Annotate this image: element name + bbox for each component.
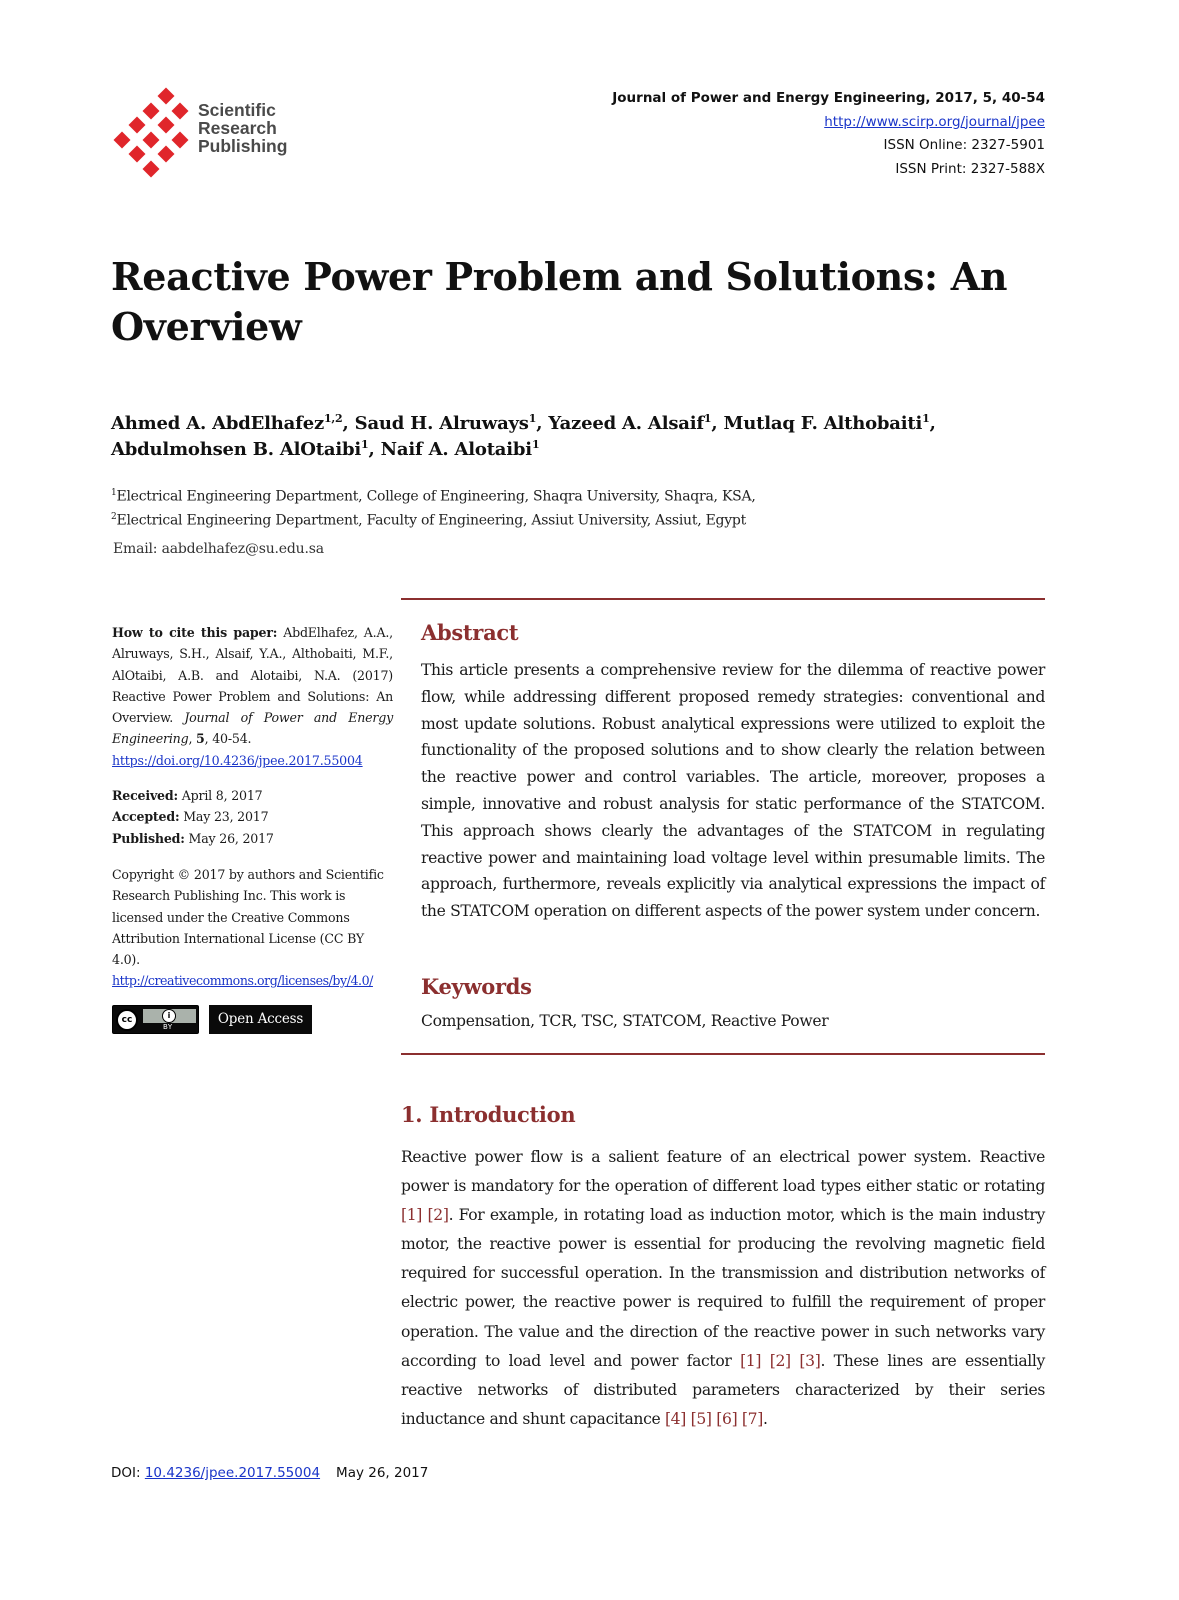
citation-ref[interactable]: [7]: [741, 1409, 763, 1428]
affiliation: $^2$Electrical Engineering Department, Faculty of Engineering, Assiut University, Assiut, Egypt: [111, 512, 747, 529]
logo-diamond: [157, 146, 174, 163]
keywords-text: Compensation, TCR, TSC, STATCOM, Reactive Power: [421, 1012, 829, 1030]
footer-date: May 26, 2017: [336, 1465, 429, 1481]
author-name: Saud H. Alruways$^1$,: [354, 412, 549, 434]
corresponding-email: Email: aabdelhafez@su.edu.sa: [113, 541, 324, 557]
citation-ref[interactable]: [5]: [690, 1409, 712, 1428]
affiliation: $^1$Electrical Engineering Department, College of Engineering, Shaqra University, Shaqra, KSA,: [111, 488, 756, 505]
paper-title: Reactive Power Problem and Solutions: An Overview: [111, 254, 1008, 349]
citation-ref[interactable]: [1]: [401, 1206, 423, 1225]
journal-url-link[interactable]: http://www.scirp.org/journal/jpee: [824, 113, 1045, 130]
citation-ref[interactable]: [1]: [740, 1351, 762, 1370]
journal-info: [612, 87, 1045, 181]
author-list: [111, 411, 1061, 463]
abstract-text: This article presents a comprehensive review for the dilemma of reactive power flow, while addressing different proposed remedy strategies: conventional and most update solutions. Robust analytical expressions were utilized to exploit the functionality of the proposed solutions and to show clearly the relation between the reactive power and control variables. The article, moreover, proposes a simple, innovative and robust analysis for static performance of the STATCOM. This approach shows clearly the advantages of the STATCOM in regulating reactive power and maintaining load voltage level within presumable limits. The approach, furthermore, reveals explicitly via analytical expressions the impact of the STATCOM operation on different aspects of the power system under concern.: [421, 661, 1045, 921]
logo-diamond: [172, 131, 189, 148]
keywords-heading: Keywords: [421, 974, 532, 999]
logo-diamond: [128, 146, 145, 163]
publisher-logo: [112, 86, 302, 172]
introduction-text: Reactive power flow is a salient feature of an electrical power system. Reactive power is mandatory for the operation of different load types either static or rotating [1] [2]. For example, in rotating load as induction motor, which is the main industry motor, the reactive power is essential for producing the revolving magnetic field required for successful operation. In the transmission and distribution networks of electric power, the reactive power is required to fulfill the requirement of proper operation. The value and the direction of the reactive power in such networks vary according to load level and power factor [1] [2] [3]. These lines are essentially reactive networks of distributed parameters characterized by their series inductance and shunt capacitance [4] [5] [6] [7].: [401, 1148, 1046, 1428]
abstract-heading: Abstract: [421, 620, 519, 645]
by-label: BY: [163, 1023, 173, 1031]
logo-diamond: [143, 160, 160, 177]
citation-ref[interactable]: [6]: [716, 1409, 738, 1428]
citation-ref[interactable]: [4]: [664, 1409, 686, 1428]
scirp-diamond-icon: [112, 86, 198, 172]
citation-ref[interactable]: [3]: [799, 1351, 821, 1370]
logo-diamond: [157, 117, 174, 134]
author-name: Yazeed A. Alsaif$^1$,: [548, 412, 724, 434]
author-name: Abdulmohsen B. AlOtaibi$^1$,: [111, 438, 381, 460]
doi-link[interactable]: https://doi.org/10.4236/jpee.2017.55004: [112, 752, 363, 768]
copyright-notice: Copyright © 2017 by authors and Scientific Research Publishing Inc. This work is licensed under the Creative Commons Attribution International License (CC BY 4.0). http://creativecommons.org/licenses/by/4.0/: [112, 866, 384, 989]
citation-ref[interactable]: [2]: [769, 1351, 791, 1370]
journal-name: Journal of Power and Energy Engineering, 2017, 5, 40-54: [612, 90, 1045, 106]
sidebar-info: [112, 622, 393, 992]
license-badges: [112, 1005, 312, 1035]
attribution-person-icon: i: [162, 1009, 176, 1023]
logo-diamond: [143, 131, 160, 148]
logo-diamond: [143, 102, 160, 119]
issn-online: ISSN Online: 2327-5901: [883, 137, 1045, 153]
issn-print: ISSN Print: 2327-588X: [895, 160, 1045, 177]
open-access-badge[interactable]: Open Access: [209, 1005, 312, 1034]
logo-diamond: [172, 102, 189, 119]
logo-diamond: [157, 88, 174, 105]
footer-doi-link[interactable]: 10.4236/jpee.2017.55004: [144, 1465, 321, 1481]
abstract-top-rule: [401, 598, 1045, 600]
cc-by-license-icon[interactable]: [112, 1005, 199, 1034]
author-name: Naif A. Alotaibi$^1$: [380, 438, 540, 460]
citation-block: How to cite this paper: AbdElhafez, A.A., Alruways, S.H., Alsaif, Y.A., Althobaiti, M.F., AlOtaibi, A.B. and Alotaibi, N.A. (2017) Reactive Power Problem and Solutions: An Overview. Journal of Power and Energy Engineering, 5, 40-54. https://doi.org/10.4236/jpee.2017.55004: [112, 625, 393, 768]
citation-ref[interactable]: [2]: [427, 1206, 449, 1225]
logo-diamond: [114, 131, 131, 148]
introduction-heading: 1. Introduction: [401, 1102, 576, 1127]
logo-diamond: [128, 117, 145, 134]
license-link[interactable]: http://creativecommons.org/licenses/by/4.0/: [112, 973, 373, 989]
publication-dates: Received: April 8, 2017 Accepted: May 23, 2017 Published: May 26, 2017: [112, 788, 274, 846]
publisher-name: Scientific Research Publishing: [198, 100, 288, 156]
cc-logo: cc: [116, 1009, 138, 1031]
page-footer: DOI: 10.4236/jpee.2017.55004 May 26, 2017: [111, 1465, 429, 1481]
abstract-bottom-rule: [401, 1053, 1045, 1055]
author-name: Mutlaq F. Althobaiti$^1$,: [723, 412, 936, 434]
author-name: Ahmed A. AbdElhafez$^{1,2}$,: [111, 412, 355, 434]
